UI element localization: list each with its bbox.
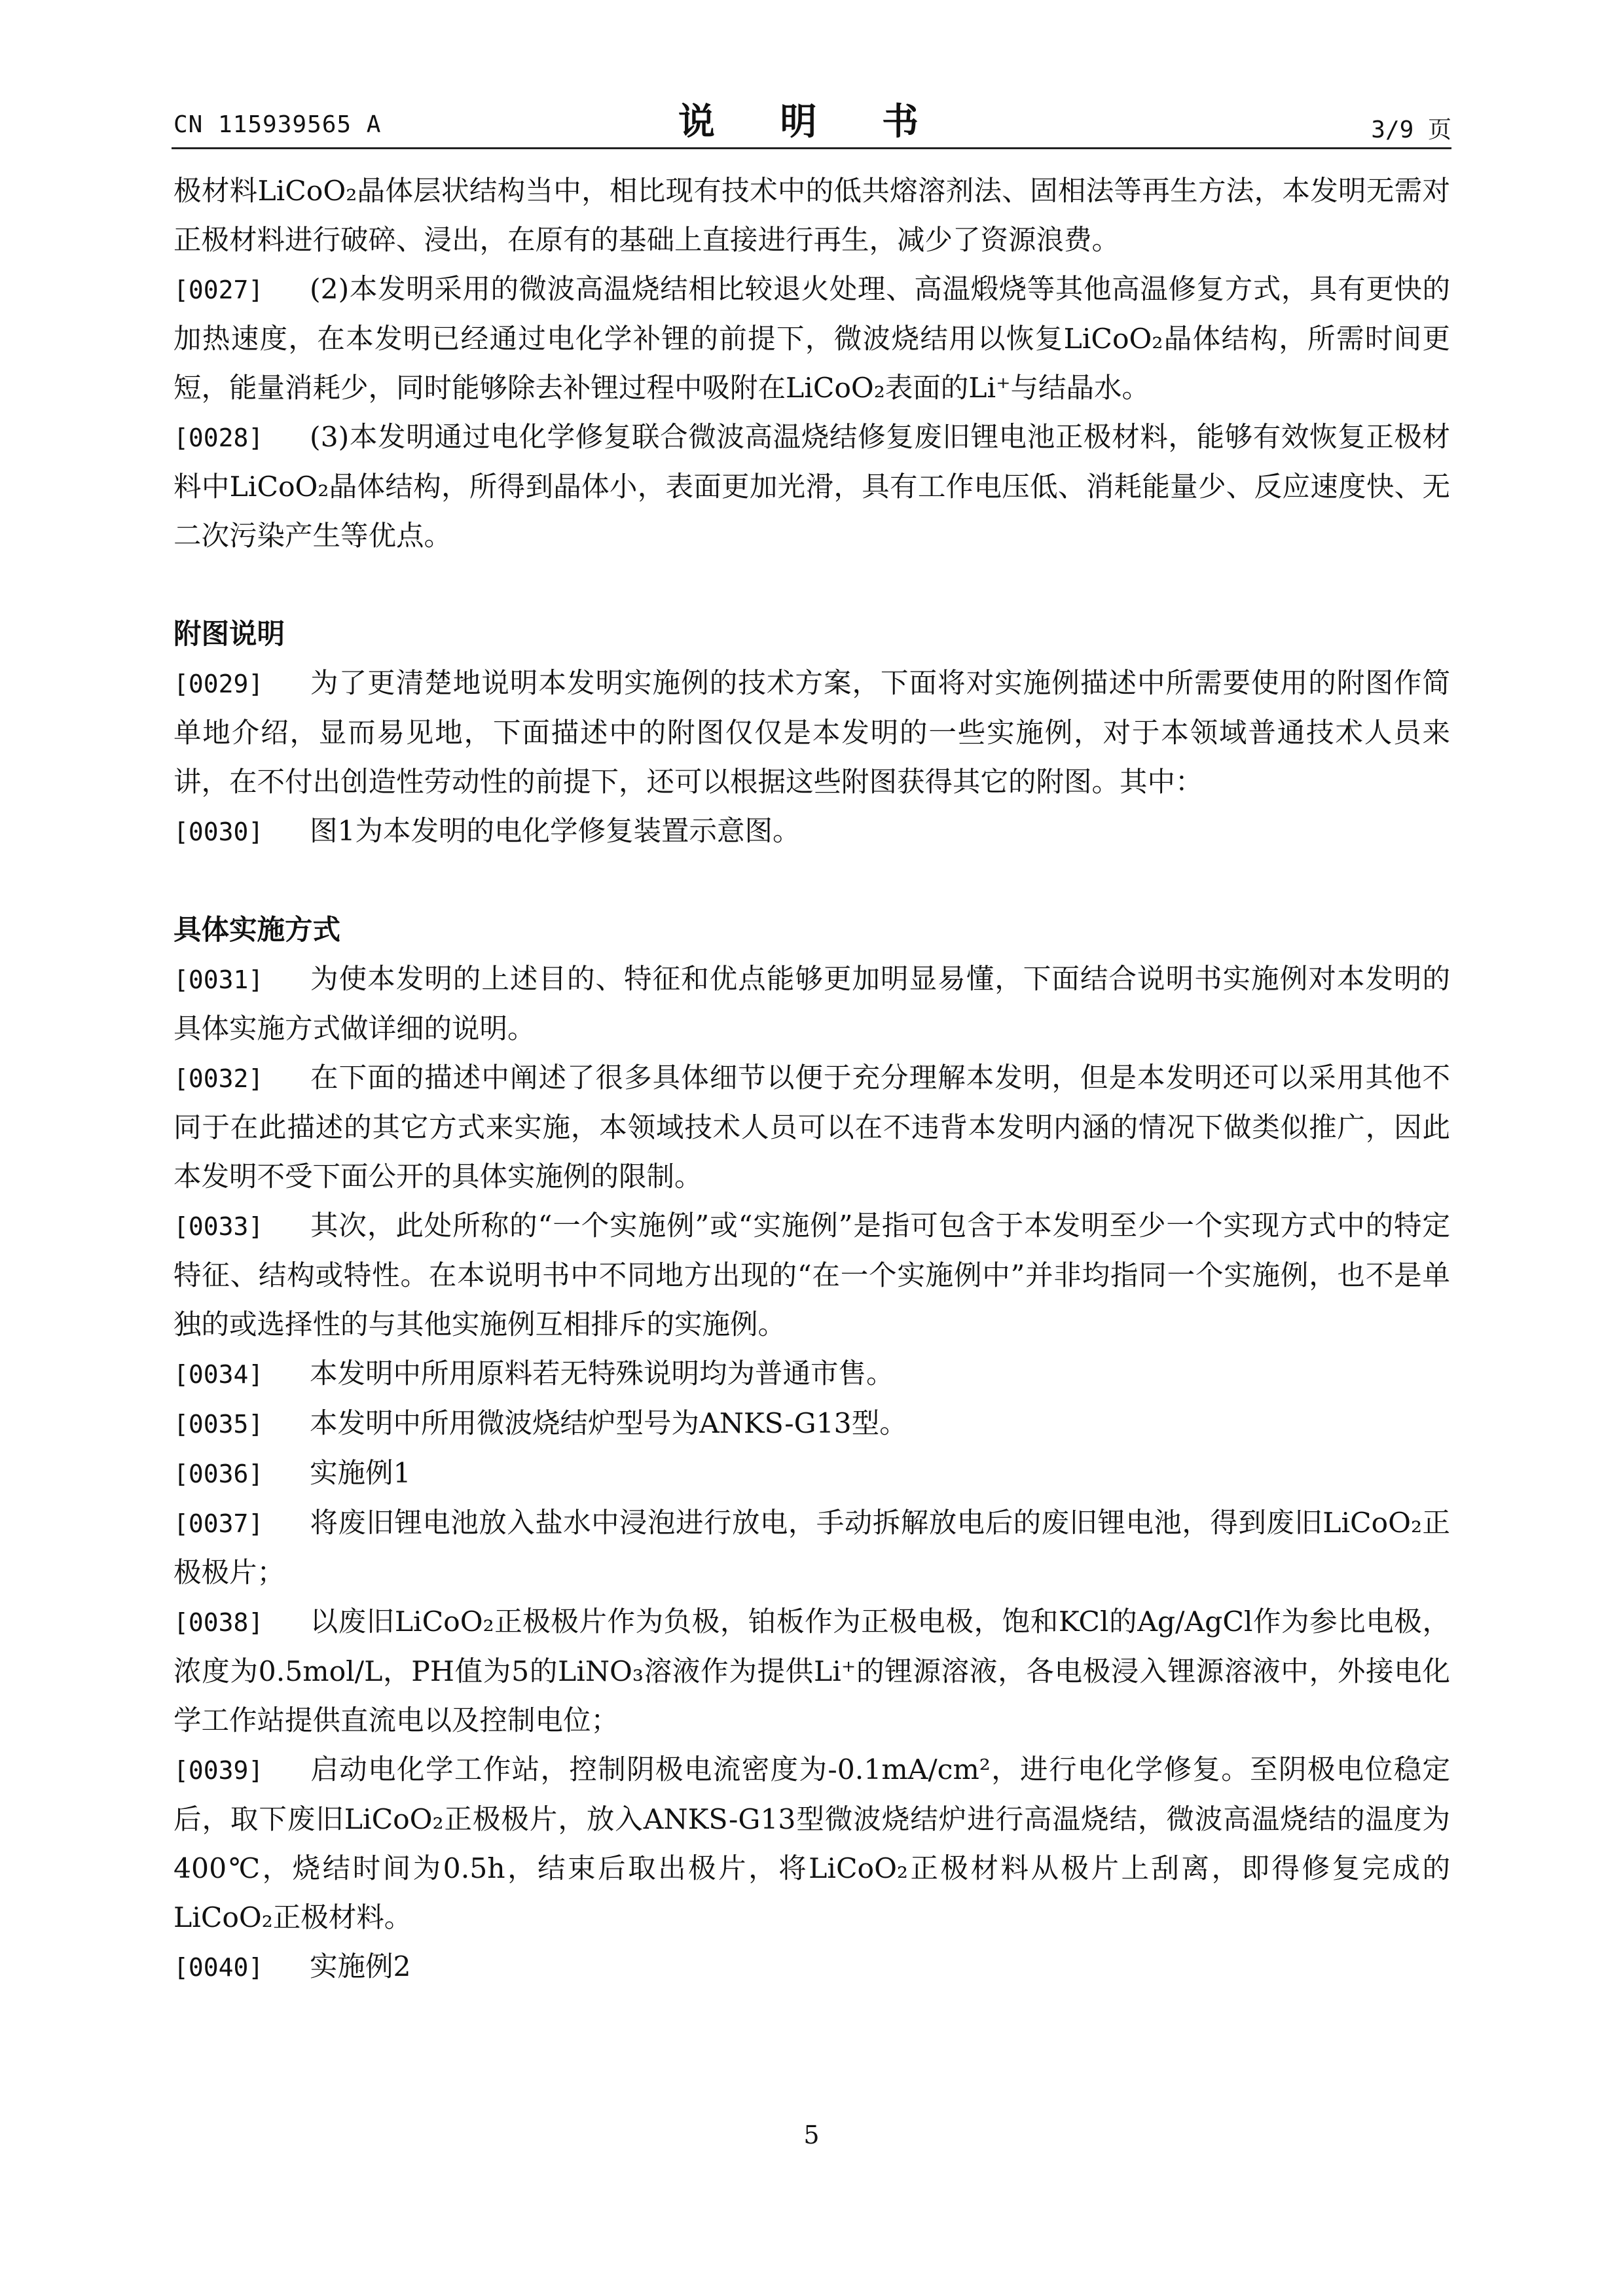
paragraph-text: 为使本发明的上述目的、特征和优点能够更加明显易懂，下面结合说明书实施例对本发明的具体实施方式做详细的说明。 <box>173 963 1450 1045</box>
paragraph-number: [0034] <box>173 1360 264 1389</box>
document-body <box>173 167 1450 1992</box>
paragraph-number: [0036] <box>173 1460 264 1488</box>
document-title: 说 明 书 <box>678 101 945 143</box>
paragraph <box>173 1449 1450 1499</box>
paragraph-number: [0040] <box>173 1953 264 1982</box>
paragraph-text: (2)本发明采用的微波高温烧结相比较退火处理、高温煅烧等其他高温修复方式，具有更快的加热速度，在本发明已经通过电化学补锂的前提下，微波烧结用以恢复LiCoO₂晶体结构，所需时间更短，能量消耗少，同时能够除去补锂过程中吸附在LiCoO₂表面的Li⁺与结晶水。 <box>173 274 1450 404</box>
page-indicator: 3/9 页 <box>1371 117 1451 143</box>
paragraph <box>173 1598 1450 1746</box>
paragraph-text: (3)本发明通过电化学修复联合微波高温烧结修复废旧锂电池正极材料，能够有效恢复正极材料中LiCoO₂晶体结构，所得到晶体小，表面更加光滑，具有工作电压低、消耗能量少、反应速度快、无二次污染产生等优点。 <box>173 422 1450 552</box>
paragraph <box>173 1399 1450 1449</box>
paragraph-number: [0029] <box>173 670 264 698</box>
paragraph <box>173 807 1450 857</box>
paragraph-text: 本发明中所用微波烧结炉型号为ANKS-G13型。 <box>310 1408 907 1440</box>
paragraph-text: 启动电化学工作站，控制阴极电流密度为-0.1mA/cm²，进行电化学修复。至阴极电位稳定后，取下废旧LiCoO₂正极极片，放入ANKS-G13型微波烧结炉进行高温烧结，微波高温烧结的温度为400℃，烧结时间为0.5h，结束后取出极片，将LiCoO₂正极材料从极片上刮离，即得修复完成的LiCoO₂正极材料。 <box>173 1754 1450 1934</box>
paragraph-number: [0031] <box>173 965 264 994</box>
paragraph-number: [0039] <box>173 1756 264 1785</box>
section-heading: 具体实施方式 <box>173 914 341 946</box>
paragraph-number: [0037] <box>173 1509 264 1538</box>
paragraph <box>173 1350 1450 1399</box>
paragraph-number: [0027] <box>173 276 264 304</box>
publication-number: CN 115939565 A <box>173 111 382 138</box>
header-divider <box>172 147 1451 149</box>
page-number: 5 <box>803 2121 820 2149</box>
paragraph <box>173 413 1450 561</box>
paragraph-text: 为了更清楚地说明本发明实施例的技术方案，下面将对实施例描述中所需要使用的附图作简单地介绍，显而易见地，下面描述中的附图仅仅是本发明的一些实施例，对于本领域普通技术人员来讲，在不付出创造性劳动性的前提下，还可以根据这些附图获得其它的附图。其中： <box>173 668 1450 798</box>
paragraph-text: 实施例2 <box>310 1951 411 1983</box>
section-heading: 附图说明 <box>173 619 285 651</box>
paragraph-number: [0030] <box>173 817 264 846</box>
paragraph <box>173 659 1450 807</box>
paragraph <box>173 1202 1450 1350</box>
paragraph-text: 在下面的描述中阐述了很多具体细节以便于充分理解本发明，但是本发明还可以采用其他不同于在此描述的其它方式来实施，本领域技术人员可以在不违背本发明内涵的情况下做类似推广，因此本发明不受下面公开的具体实施例的限制。 <box>173 1062 1450 1193</box>
paragraph-number: [0032] <box>173 1064 264 1093</box>
paragraph-text: 以废旧LiCoO₂正极极片作为负极，铂板作为正极电极，饱和KCl的Ag/AgCl作为参比电极，浓度为0.5mol/L，PH值为5的LiNO₃溶液作为提供Li⁺的锂源溶液，各电极浸入锂源溶液中，外接电化学工作站提供直流电以及控制电位； <box>173 1606 1450 1737</box>
paragraph-text: 将废旧锂电池放入盐水中浸泡进行放电，手动拆解放电后的废旧锂电池，得到废旧LiCoO₂正极极片； <box>173 1507 1450 1589</box>
paragraph <box>173 265 1450 413</box>
paragraph <box>173 1746 1450 1943</box>
paragraph-text: 实施例1 <box>310 1458 411 1490</box>
paragraph-number: [0033] <box>173 1212 264 1241</box>
paragraph-text: 图1为本发明的电化学修复装置示意图。 <box>310 816 801 848</box>
paragraph-text: 其次，此处所称的“一个实施例”或“实施例”是指可包含于本发明至少一个实现方式中的特定特征、结构或特性。在本说明书中不同地方出现的“在一个实施例中”并非均指同一个实施例，也不是单独的或选择性的与其他实施例互相排斥的实施例。 <box>173 1210 1450 1341</box>
paragraph-text: 本发明中所用原料若无特殊说明均为普通市售。 <box>310 1358 894 1390</box>
paragraph-continuation: 极材料LiCoO₂晶体层状结构当中，相比现有技术中的低共熔溶剂法、固相法等再生方法，本发明无需对正极材料进行破碎、浸出，在原有的基础上直接进行再生，减少了资源浪费。 <box>173 175 1450 257</box>
paragraph <box>173 1054 1450 1202</box>
paragraph <box>173 955 1450 1054</box>
paragraph-number: [0038] <box>173 1608 264 1637</box>
paragraph <box>173 1499 1450 1598</box>
paragraph-number: [0028] <box>173 423 264 452</box>
paragraph-number: [0035] <box>173 1410 264 1439</box>
paragraph <box>173 1943 1450 1992</box>
